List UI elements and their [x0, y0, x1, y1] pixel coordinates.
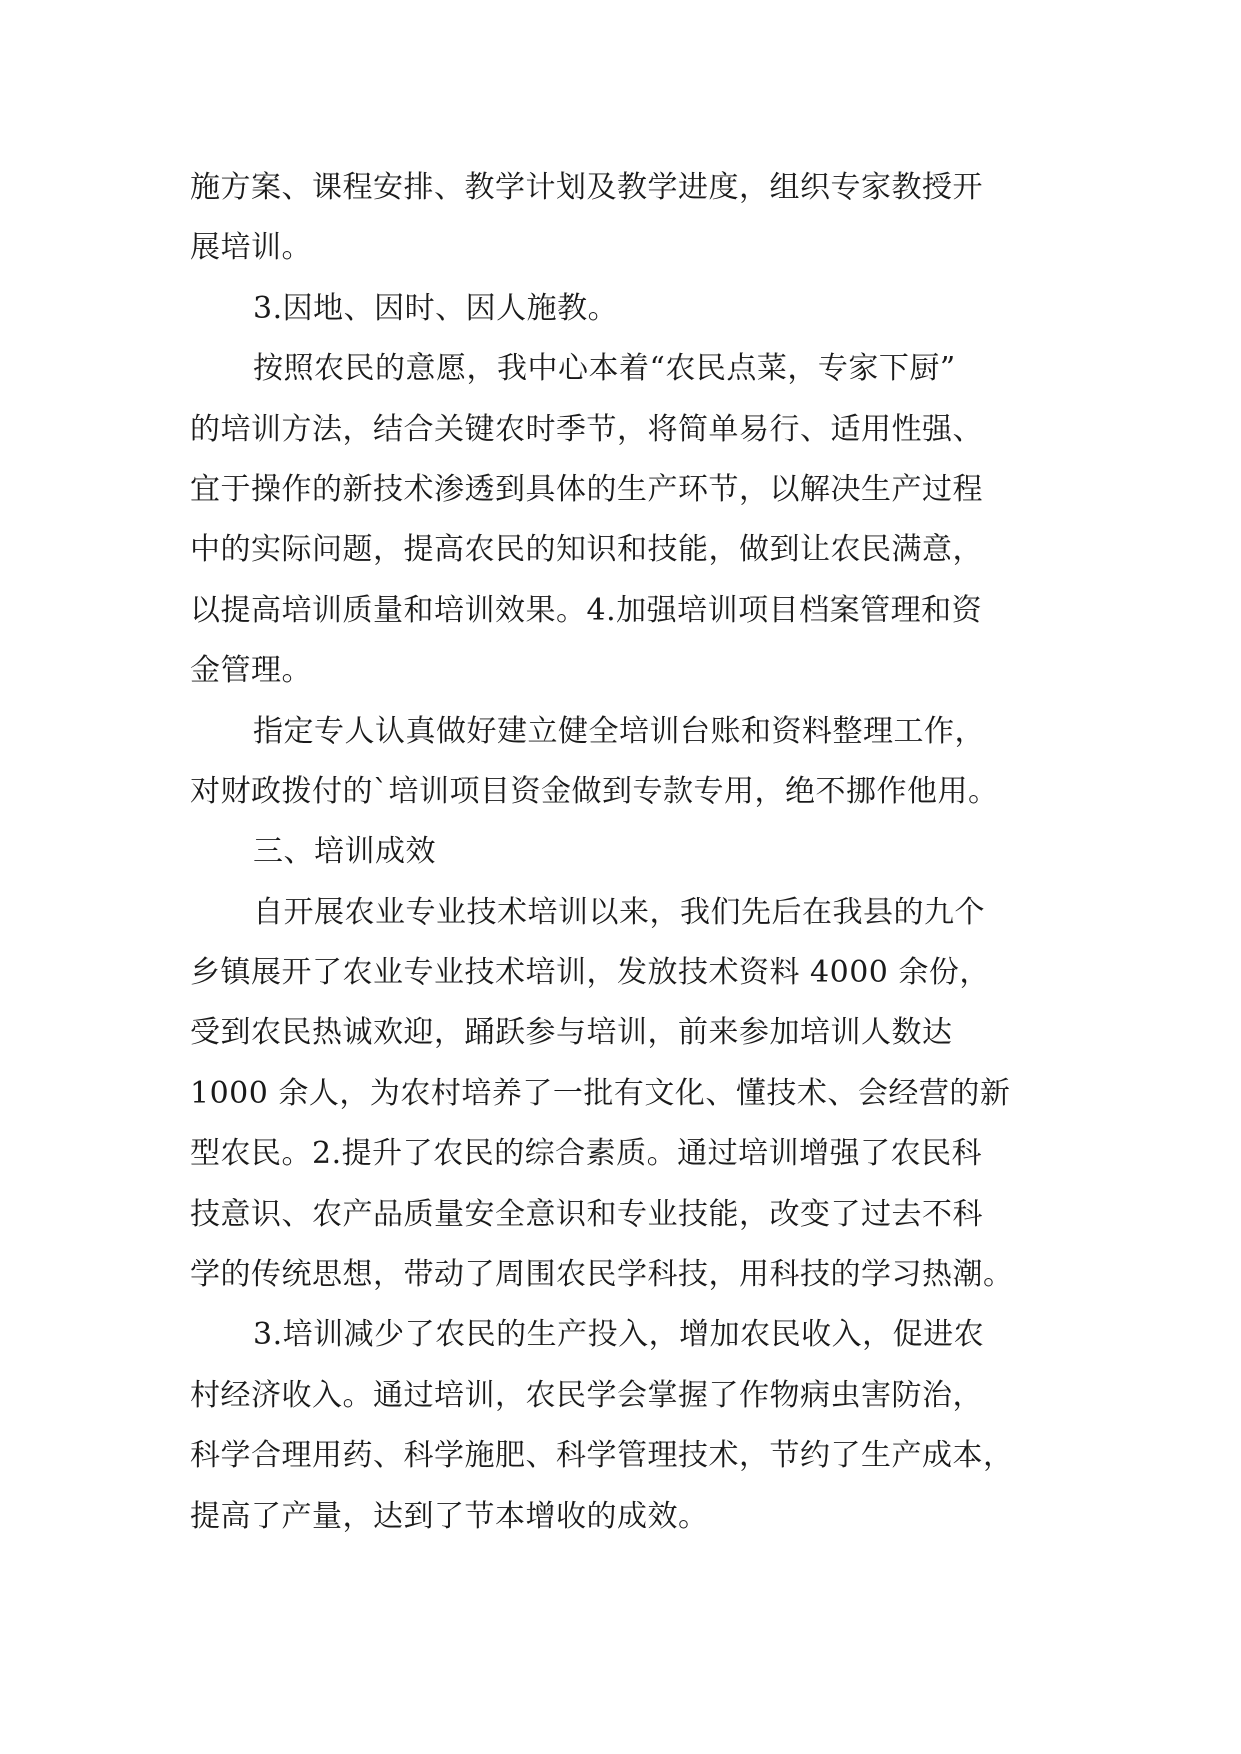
section-heading: 三、培训成效 — [253, 834, 436, 870]
text-line: 宜于操作的新技术渗透到具体的生产环节，以解决生产过程 — [190, 471, 983, 507]
text-line: 提高了产量，达到了节本增收的成效。 — [190, 1498, 709, 1534]
text-line: 3.因地、因时、因人施教。 — [253, 290, 619, 326]
text-line: 展培训。 — [190, 230, 312, 266]
text-line: 受到农民热诚欢迎，踊跃参与培训，前来参加培训人数达 — [190, 1015, 953, 1051]
text-line: 以提高培训质量和培训效果。4.加强培训项目档案管理和资 — [190, 592, 983, 628]
text-line: 指定专人认真做好建立健全培训台账和资料整理工作， — [253, 713, 985, 749]
text-line: 金管理。 — [190, 653, 312, 689]
document-body — [190, 158, 1070, 1547]
text-line: 自开展农业专业技术培训以来，我们先后在我县的九个 — [253, 894, 985, 930]
text-line: 技意识、农产品质量安全意识和专业技能，改变了过去不科 — [190, 1196, 983, 1232]
text-line: 学的传统思想，带动了周围农民学科技，用科技的学习热潮。 — [190, 1257, 1014, 1293]
text-line: 3.培训减少了农民的生产投入，增加农民收入，促进农 — [253, 1317, 985, 1353]
text-line: 施方案、课程安排、教学计划及教学进度，组织专家教授开 — [190, 170, 983, 205]
text-line: 型农民。2.提升了农民的综合素质。通过培训增强了农民科 — [190, 1136, 983, 1172]
text-line: 乡镇展开了农业专业技术培训，发放技术资料 4000 余份， — [190, 955, 990, 991]
text-line: 对财政拨付的`培训项目资金做到专款专用，绝不挪作他用。 — [190, 773, 999, 809]
text-line: 村经济收入。通过培训，农民学会掌握了作物病虫害防治， — [190, 1377, 983, 1413]
text-line: 按照农民的意愿，我中心本着“农民点菜，专家下厨” — [253, 351, 956, 387]
text-line: 科学合理用药、科学施肥、科学管理技术，节约了生产成本， — [190, 1438, 1014, 1474]
text-line: 中的实际问题，提高农民的知识和技能，做到让农民满意， — [190, 532, 983, 568]
text-line: 1000 余人，为农村培养了一批有文化、懂技术、会经营的新 — [190, 1075, 1011, 1111]
text-line: 的培训方法，结合关键农时季节，将简单易行、适用性强、 — [190, 411, 983, 447]
